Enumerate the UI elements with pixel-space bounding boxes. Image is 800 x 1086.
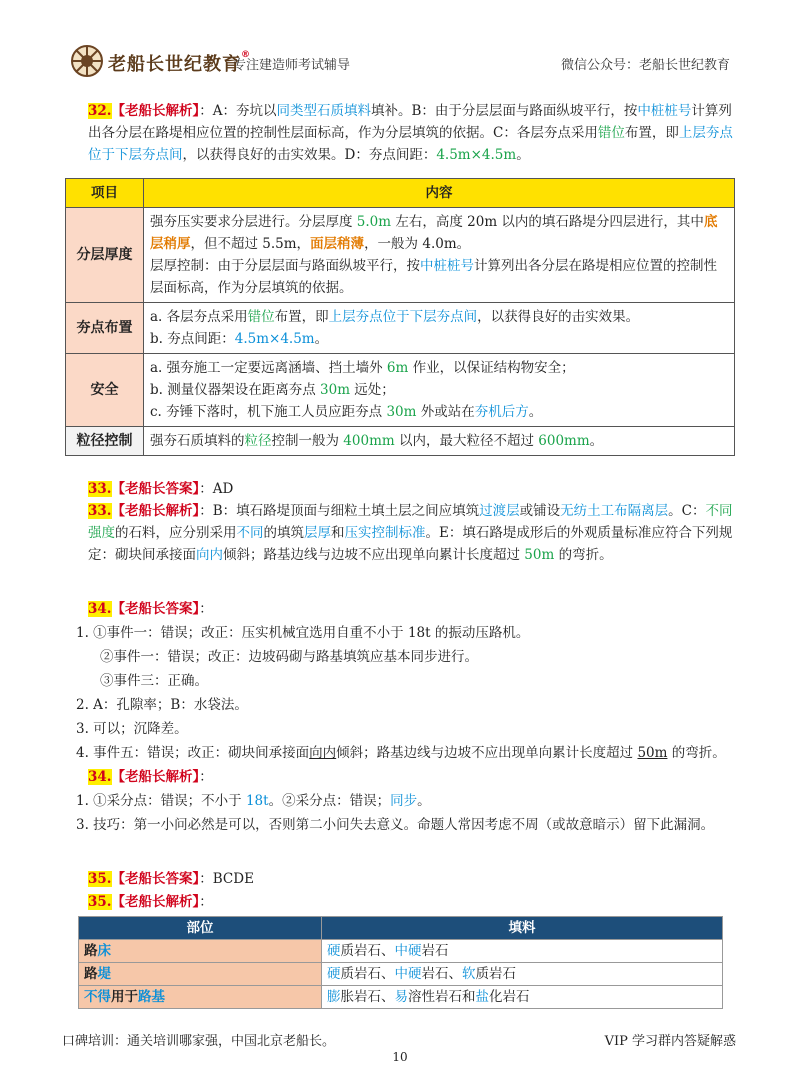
- col-header-content: 内容: [144, 179, 735, 208]
- fill-cell: 硬质岩石、中硬岩石: [322, 940, 723, 963]
- slogan: 专注建造师考试辅导: [233, 58, 351, 73]
- table-row: [79, 963, 723, 986]
- fill-cell: 硬质岩石、中硬岩石、软质岩石: [322, 963, 723, 986]
- part-cell: 路床: [79, 940, 322, 963]
- table-row: [66, 427, 735, 456]
- row-label-safety: 安全: [66, 354, 144, 427]
- q35-answer: 35.【老船长答案】：BCDE: [88, 871, 254, 887]
- page-header: [70, 44, 730, 78]
- q33-analysis: 33.【老船长解析】：B：填石路堤顶面与细粒土填土层之间应填筑过渡层或铺设无纺土工布隔离层。C：不同强度的石料，应分别采用不同的填筑层厚和压实控制标准。E：填石路堤成形后的外观质量标准应符合下列规定：砌块间承接面向内倾斜；路基边线与边坡不应出现单向累计长度超过 50m 的弯折。: [88, 503, 733, 563]
- row-content: 强夯压实要求分层进行。分层厚度 5.0m 左右，高度 20m 以内的填石路堤分四层进行，其中底层稍厚，但不超过 5.5m，面层稍薄，一般为 4.0m。 层厚控制：由于分层层面与路面纵坡平行，按中桩桩号计算列出各分层在路堤相应位置的控制性层面标高，作为分层填筑的依据。: [144, 208, 735, 303]
- q34-answer: 34.【老船长答案】： 1. ①事件一：错误；改正：压实机械宜选用自重不小于 18t 的振动压路机。 ②事件一：错误；改正：边坡码砌与路基填筑应基本同步进行。 ③事件三：正确。 2. A：孔隙率；B：水袋法。 3. 可以；沉降差。 4. 事件五：错误；改正：砌块间承接面向内倾斜；路基边线与边坡不应出现单向累计长度超过 50m 的弯折。 34.【老船长解析】： 1. ①采分点：错误；不小于 18t。②采分点：错误；同步。 3. 技巧：第一小问必然是可以，否则第二小问失去意义。命题人常因考虑不周（或故意暗示）留下此漏洞。: [76, 601, 726, 833]
- col-header-part: 部位: [79, 917, 322, 940]
- row-label-layer-thickness: 分层厚度: [66, 208, 144, 303]
- fill-cell: 膨胀岩石、易溶性岩石和盐化岩石: [322, 986, 723, 1009]
- ship-wheel-logo-icon: [70, 44, 104, 78]
- table-row: [79, 940, 723, 963]
- subgrade-fill-table: [78, 916, 723, 1009]
- brand-name: 老船长世纪教育®: [108, 50, 251, 75]
- page-number: 10: [392, 1050, 408, 1064]
- q32-analysis: 32.【老船长解析】：A：夯坑以同类型石质填料填补。B：由于分层层面与路面纵坡平行，按中桩桩号计算列出各分层在路堤相应位置的控制性层面标高，作为分层填筑的依据。C：各层夯点采用错位布置，即上层夯点位于下层夯点间，以获得良好的击实效果。D：夯点间距：4.5m×4.5m。: [88, 103, 733, 163]
- footer-slogan: 口碑培训：通关培训哪家强，中国北京老船长。: [62, 1034, 336, 1049]
- table-header-row: [66, 179, 735, 208]
- table-row: [66, 208, 735, 303]
- row-label-particle-size: 粒径控制: [66, 427, 144, 456]
- row-content: 强夯石质填料的粒径控制一般为 400mm 以内，最大粒径不超过 600mm。: [144, 427, 735, 456]
- table-row: [66, 354, 735, 427]
- row-label-tamping-layout: 夯点布置: [66, 303, 144, 354]
- footer-vip-note: VIP 学习群内答疑解惑: [604, 1034, 736, 1049]
- wechat-account: 微信公众号：老船长世纪教育: [560, 58, 730, 73]
- row-content: a. 各层夯点采用错位布置，即上层夯点位于下层夯点间，以获得良好的击实效果。 b. 夯点间距：4.5m×4.5m。: [144, 303, 735, 354]
- part-cell: 不得用于路基: [79, 986, 322, 1009]
- table-header-row: [79, 917, 723, 940]
- row-content: a. 强夯施工一定要远离涵墙、挡土墙外 6m 作业，以保证结构物安全； b. 测量仪器架设在距离夯点 30m 远处； c. 夯锤下落时，机下施工人员应距夯点 30m 外或站在夯机后方。: [144, 354, 735, 427]
- part-cell: 路堤: [79, 963, 322, 986]
- table-row: [66, 303, 735, 354]
- q35-analysis-title: 35.【老船长解析】：: [88, 894, 213, 910]
- q33-answer: 33.【老船长答案】：AD: [88, 481, 234, 497]
- col-header-fill: 填料: [322, 917, 723, 940]
- dynamic-compaction-table: [65, 178, 735, 456]
- col-header-item: 项目: [66, 179, 144, 208]
- table-row: [79, 986, 723, 1009]
